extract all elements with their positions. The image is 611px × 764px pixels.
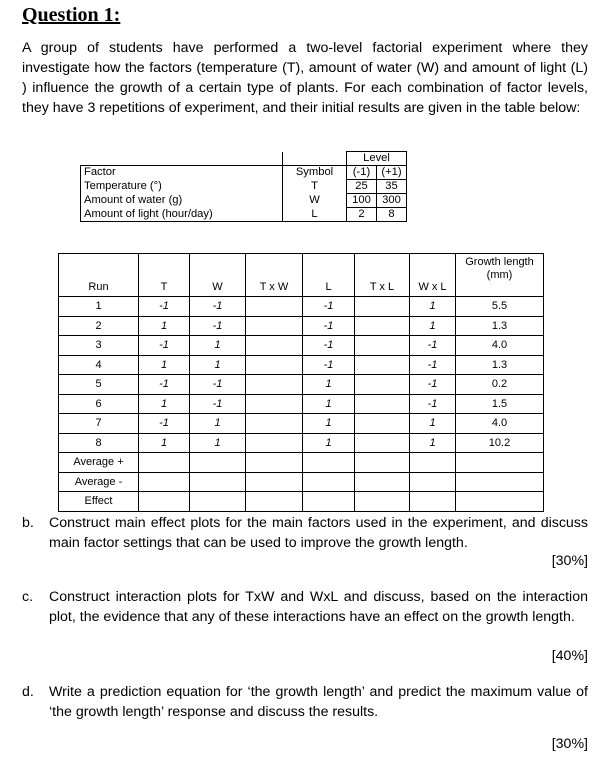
w-cell: 1 <box>190 433 246 453</box>
growth-length-cell: 1.3 <box>456 355 544 375</box>
txl-cell <box>355 394 410 414</box>
table-row <box>59 297 544 317</box>
wxl-cell: -1 <box>410 394 456 414</box>
txl-cell <box>355 433 410 453</box>
results-header-row <box>59 254 544 297</box>
factor-name: Amount of light (hour/day) <box>81 208 283 222</box>
t-header: T <box>139 254 190 297</box>
question-d <box>22 682 588 722</box>
l-header: L <box>303 254 355 297</box>
txl-cell <box>355 297 410 317</box>
level-header: Level <box>347 152 407 166</box>
wxl-cell: 1 <box>410 316 456 336</box>
factor-symbol: W <box>283 194 347 208</box>
run-cell: 8 <box>59 433 139 453</box>
high-level-header: (+1) <box>377 166 407 180</box>
run-cell: 7 <box>59 414 139 434</box>
t-cell: 1 <box>139 433 190 453</box>
t-cell: -1 <box>139 375 190 395</box>
txl-cell <box>355 414 410 434</box>
wxl-cell: -1 <box>410 355 456 375</box>
question-b-marks: [30%] <box>551 553 588 569</box>
l-cell: -1 <box>303 355 355 375</box>
w-header: W <box>190 254 246 297</box>
t-cell: -1 <box>139 414 190 434</box>
t-cell: 1 <box>139 394 190 414</box>
factor-name: Temperature (°) <box>81 180 283 194</box>
w-cell: -1 <box>190 375 246 395</box>
footer-row <box>59 472 544 492</box>
txl-header: T x L <box>355 254 410 297</box>
factor-header: Factor <box>81 166 283 180</box>
factor-low: 2 <box>347 208 377 222</box>
table-row <box>59 375 544 395</box>
growth-length-cell: 1.5 <box>456 394 544 414</box>
run-cell: 4 <box>59 355 139 375</box>
run-cell: 6 <box>59 394 139 414</box>
footer-row <box>59 453 544 473</box>
wxl-cell: 1 <box>410 433 456 453</box>
l-cell: -1 <box>303 297 355 317</box>
t-cell: 1 <box>139 316 190 336</box>
wxl-cell: -1 <box>410 375 456 395</box>
table-row <box>59 316 544 336</box>
growth-length-cell: 4.0 <box>456 414 544 434</box>
factor-high: 35 <box>377 180 407 194</box>
table-row <box>59 336 544 356</box>
table-row <box>59 355 544 375</box>
l-cell: 1 <box>303 394 355 414</box>
question-c-label: c. <box>22 589 34 605</box>
symbol-header: Symbol <box>283 166 347 180</box>
question-d-text: Write a prediction equation for ‘the growth length’ and predict the maximum value of ‘the growth length’ response and discuss the results. <box>49 684 588 720</box>
run-cell: 5 <box>59 375 139 395</box>
intro-paragraph: A group of students have performed a two-level factorial experiment where they investigate how the factors (temperature (T), amount of water (W) and amount of light (L) ) influence the growth of a certain type of plants. For each combination of factor levels, they have 3 repetitions of experiment, and their initial results are given in the table below: <box>22 40 588 116</box>
factor-low: 100 <box>347 194 377 208</box>
txw-header: T x W <box>246 254 303 297</box>
question-b-label: b. <box>22 515 34 531</box>
factor-name: Amount of water (g) <box>81 194 283 208</box>
growth-length-cell: 1.3 <box>456 316 544 336</box>
w-cell: -1 <box>190 394 246 414</box>
table-row <box>59 394 544 414</box>
question-b <box>22 513 588 553</box>
question-d-marks: [30%] <box>551 736 588 752</box>
txw-cell <box>246 375 303 395</box>
wxl-cell: 1 <box>410 297 456 317</box>
txl-cell <box>355 375 410 395</box>
txw-cell <box>246 414 303 434</box>
t-cell: -1 <box>139 336 190 356</box>
factor-row <box>81 194 407 208</box>
factor-symbol: L <box>283 208 347 222</box>
question-c-marks: [40%] <box>551 648 588 664</box>
growth-length-cell: 10.2 <box>456 433 544 453</box>
w-cell: 1 <box>190 336 246 356</box>
factor-row <box>81 208 407 222</box>
table-row <box>59 433 544 453</box>
factor-low: 25 <box>347 180 377 194</box>
footer-row <box>59 492 544 512</box>
growth-length-cell: 4.0 <box>456 336 544 356</box>
table-row <box>59 414 544 434</box>
run-cell: 2 <box>59 316 139 336</box>
l-cell: 1 <box>303 433 355 453</box>
factor-row <box>81 180 407 194</box>
txl-cell <box>355 355 410 375</box>
t-cell: -1 <box>139 297 190 317</box>
low-level-header: (-1) <box>347 166 377 180</box>
w-cell: -1 <box>190 316 246 336</box>
wxl-cell: 1 <box>410 414 456 434</box>
factor-table <box>80 151 407 222</box>
l-cell: 1 <box>303 414 355 434</box>
txw-cell <box>246 297 303 317</box>
question-d-label: d. <box>22 684 34 700</box>
l-cell: 1 <box>303 375 355 395</box>
run-cell: 1 <box>59 297 139 317</box>
w-cell: 1 <box>190 414 246 434</box>
growth-length-header: Growth length (mm) <box>456 254 544 297</box>
txw-cell <box>246 433 303 453</box>
txw-cell <box>246 394 303 414</box>
wxl-header: W x L <box>410 254 456 297</box>
factor-high: 8 <box>377 208 407 222</box>
t-cell: 1 <box>139 355 190 375</box>
w-cell: -1 <box>190 297 246 317</box>
factor-high: 300 <box>377 194 407 208</box>
txw-cell <box>246 316 303 336</box>
growth-length-cell: 5.5 <box>456 297 544 317</box>
growth-length-cell: 0.2 <box>456 375 544 395</box>
txw-cell <box>246 336 303 356</box>
footer-label: Average - <box>59 472 139 492</box>
question-c <box>22 587 588 627</box>
txw-cell <box>246 355 303 375</box>
w-cell: 1 <box>190 355 246 375</box>
footer-label: Effect <box>59 492 139 512</box>
results-table <box>58 253 544 512</box>
question-heading: Question 1: <box>22 4 121 26</box>
l-cell: -1 <box>303 336 355 356</box>
l-cell: -1 <box>303 316 355 336</box>
question-c-text: Construct interaction plots for TxW and WxL and discuss, based on the interaction plot, the evidence that any of these interactions have an effect on the growth length. <box>49 589 588 625</box>
run-header: Run <box>59 254 139 297</box>
wxl-cell: -1 <box>410 336 456 356</box>
factor-table-header <box>81 166 407 180</box>
txl-cell <box>355 316 410 336</box>
footer-label: Average + <box>59 453 139 473</box>
run-cell: 3 <box>59 336 139 356</box>
question-b-text: Construct main effect plots for the main factors used in the experiment, and discuss main factor settings that can be used to improve the growth length. <box>49 515 588 551</box>
factor-symbol: T <box>283 180 347 194</box>
txl-cell <box>355 336 410 356</box>
